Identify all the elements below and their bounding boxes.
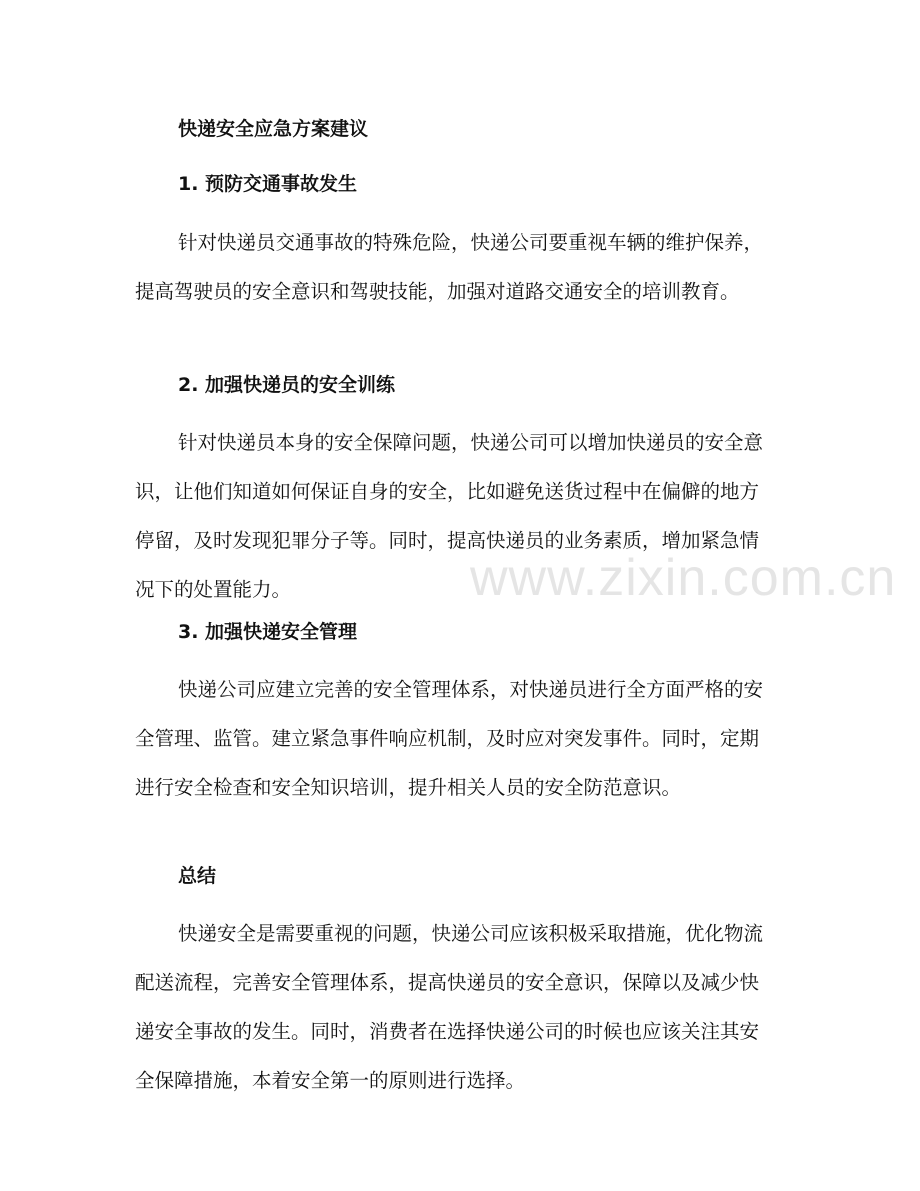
section-2-heading: 2. 加强快递员的安全训练 bbox=[178, 374, 396, 396]
watermark-text: www.zixin.com.cn bbox=[470, 549, 897, 607]
section-1-heading: 1. 预防交通事故发生 bbox=[178, 173, 358, 195]
summary-paragraph: 快递安全是需要重视的问题，快递公司应该积极采取措施，优化物流配送流程，完善安全管理体系，提高快递员的安全意识，保障以及减少快递安全事故的发生。同时，消费者在选择快递公司的时候也应该关注其安全保障措施，本着安全第一的原则进行选择。 bbox=[135, 922, 764, 1092]
section-2-paragraph: 针对快递员本身的安全保障问题，快递公司可以增加快递员的安全意识，让他们知道如何保证自身的安全，比如避免送货过程中在偏僻的地方停留，及时发现犯罪分子等。同时，提高快递员的业务素质，增加紧急情况下的处置能力。 bbox=[135, 431, 764, 601]
summary-heading: 总结 bbox=[178, 865, 217, 887]
section-1-paragraph: 针对快递员交通事故的特殊危险，快递公司要重视车辆的维护保养，提高驾驶员的安全意识和驾驶技能，加强对道路交通安全的培训教育。 bbox=[135, 231, 764, 303]
document-title: 快递安全应急方案建议 bbox=[178, 118, 369, 140]
section-3-paragraph: 快递公司应建立完善的安全管理体系，对快递员进行全方面严格的安全管理、监管。建立紧急事件响应机制，及时应对突发事件。同时，定期进行安全检查和安全知识培训，提升相关人员的安全防范意识。 bbox=[135, 678, 764, 799]
section-3-heading: 3. 加强快递安全管理 bbox=[178, 621, 358, 643]
